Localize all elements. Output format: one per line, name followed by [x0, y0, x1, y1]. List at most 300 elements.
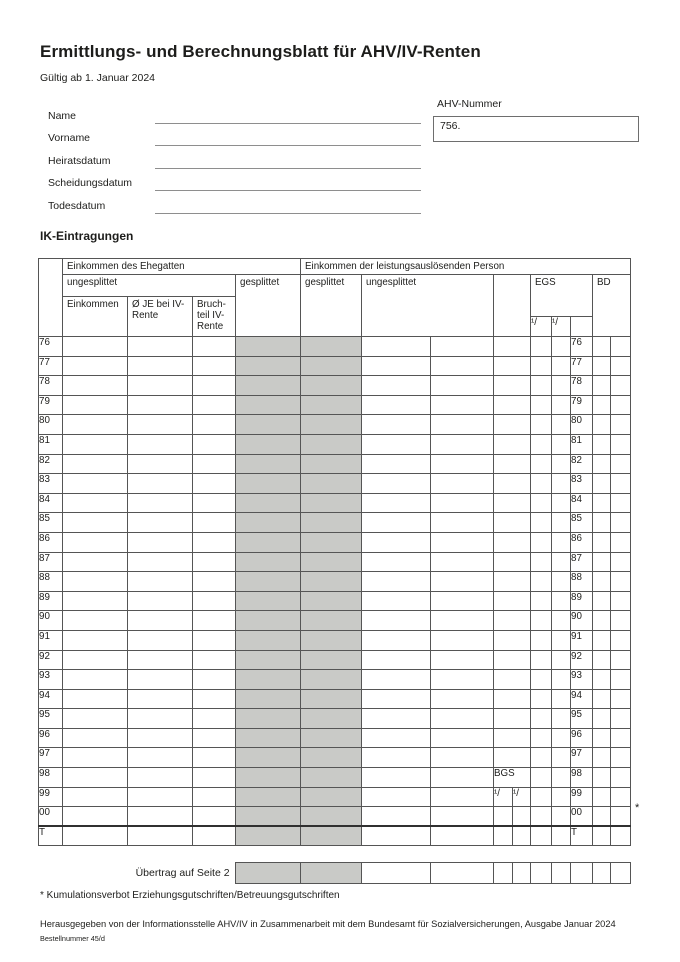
uebertrag-bd-cell-1[interactable]: [592, 863, 610, 884]
oje-cell[interactable]: [128, 787, 193, 807]
bd-cell-1[interactable]: [593, 591, 611, 611]
todesdatum-label: Todesdatum: [48, 199, 106, 212]
bruchteil-cell[interactable]: [193, 454, 236, 474]
oje-cell[interactable]: [128, 552, 193, 572]
vorname-input-line[interactable]: [155, 128, 421, 146]
oje-cell[interactable]: [128, 395, 193, 415]
egs-cell-2[interactable]: [552, 454, 571, 474]
ik-row-97: [39, 748, 631, 768]
ungesplittet-cell-1[interactable]: [362, 513, 431, 533]
oje-cell[interactable]: [128, 513, 193, 533]
ungesplittet-cell-1[interactable]: [362, 376, 431, 396]
gesplittet-spouse-cell: [236, 748, 301, 768]
egs-cell-1[interactable]: [531, 454, 552, 474]
bd-cell-2[interactable]: [611, 532, 631, 552]
gap-space: [494, 513, 531, 533]
todesdatum-input-line[interactable]: [155, 196, 421, 214]
egs-cell-2[interactable]: [552, 670, 571, 690]
ungesplittet-cell-1[interactable]: [362, 474, 431, 494]
egs-cell-2[interactable]: [552, 650, 571, 670]
gesplittet-person-cell: [301, 474, 362, 494]
bgs-cell-2[interactable]: [513, 807, 531, 827]
egs-cell-1[interactable]: [531, 337, 552, 357]
oje-cell[interactable]: [128, 493, 193, 513]
egs-cell-2[interactable]: [552, 611, 571, 631]
egs-cell-1[interactable]: [531, 591, 552, 611]
ungesplittet-cell-2[interactable]: [431, 552, 494, 572]
scheidungsdatum-label: Scheidungsdatum: [48, 177, 133, 189]
ungesplittet-cell-2[interactable]: [431, 709, 494, 729]
egs-cell-2[interactable]: [552, 807, 571, 827]
bruchteil-cell[interactable]: [193, 532, 236, 552]
bd-cell-1[interactable]: [593, 572, 611, 592]
bruchteil-cell[interactable]: [193, 787, 236, 807]
einkommen-cell[interactable]: [63, 787, 128, 807]
gap-space: [494, 454, 531, 474]
bd-cell-1[interactable]: [593, 513, 611, 533]
einkommen-cell[interactable]: [63, 728, 128, 748]
bd-cell-2[interactable]: [611, 356, 631, 376]
ungesplittet-cell-1[interactable]: [362, 454, 431, 474]
einkommen-cell[interactable]: [63, 513, 128, 533]
einkommen-cell[interactable]: [63, 376, 128, 396]
einkommen-cell[interactable]: [63, 572, 128, 592]
egs-cell-1[interactable]: [531, 670, 552, 690]
bd-cell-1[interactable]: [593, 532, 611, 552]
einkommen-cell[interactable]: [63, 768, 128, 788]
bd-cell-1[interactable]: [593, 787, 611, 807]
bd-cell-2[interactable]: [611, 415, 631, 435]
ungesplittet-cell-2[interactable]: [431, 474, 494, 494]
year-label-left: 84: [39, 493, 63, 513]
ik-table: [38, 258, 631, 846]
bruchteil-cell[interactable]: [193, 337, 236, 357]
year-label-right: 87: [571, 552, 593, 572]
gesplittet-person-cell: [301, 434, 362, 454]
egs-cell-2[interactable]: [552, 532, 571, 552]
gesplittet-spouse-cell: [236, 532, 301, 552]
bruchteil-cell[interactable]: [193, 415, 236, 435]
einkommen-cell[interactable]: [63, 709, 128, 729]
bd-cell-1[interactable]: [593, 454, 611, 474]
bruchteil-cell[interactable]: [193, 689, 236, 709]
bruchteil-cell[interactable]: [193, 630, 236, 650]
year-label-left: 95: [39, 709, 63, 729]
einkommen-cell[interactable]: [63, 454, 128, 474]
ungesplittet-cell-2[interactable]: [431, 356, 494, 376]
ungesplittet-cell-2[interactable]: [431, 768, 494, 788]
oje-cell[interactable]: [128, 376, 193, 396]
uebertrag-ungesplittet-cell-2[interactable]: [430, 863, 493, 884]
egs-cell-2[interactable]: [552, 748, 571, 768]
bd-cell-1[interactable]: [593, 807, 611, 827]
uebertrag-egs-cell-1[interactable]: [530, 863, 551, 884]
egs-cell-2[interactable]: [552, 337, 571, 357]
ungesplittet-cell-2[interactable]: [431, 434, 494, 454]
ungesplittet-cell-1[interactable]: [362, 709, 431, 729]
gesplittet-spouse-cell: [236, 689, 301, 709]
person-fields: [48, 101, 421, 214]
bd-cell-1[interactable]: [593, 709, 611, 729]
bd-cell-2[interactable]: [611, 689, 631, 709]
egs-cell-2[interactable]: [552, 474, 571, 494]
oje-cell[interactable]: [128, 630, 193, 650]
bd-cell-2[interactable]: [611, 513, 631, 533]
egs-cell-1[interactable]: [531, 434, 552, 454]
oje-cell[interactable]: [128, 689, 193, 709]
ik-row-77: [39, 356, 631, 376]
egs-cell-1[interactable]: [531, 807, 552, 827]
einkommen-cell[interactable]: [63, 532, 128, 552]
egs-cell-1[interactable]: [531, 728, 552, 748]
gesplittet-person-cell: [301, 826, 362, 846]
einkommen-cell[interactable]: [63, 474, 128, 494]
bd-cell-1[interactable]: [593, 630, 611, 650]
ungesplittet-cell-2[interactable]: [431, 728, 494, 748]
oje-cell[interactable]: [128, 728, 193, 748]
egs-cell-2[interactable]: [552, 689, 571, 709]
oje-cell[interactable]: [128, 532, 193, 552]
bd-cell-2[interactable]: [611, 748, 631, 768]
egs-header: EGS: [531, 275, 593, 317]
ungesplittet-cell-1[interactable]: [362, 552, 431, 572]
ungesplittet-cell-1[interactable]: [362, 611, 431, 631]
egs-cell-1[interactable]: [531, 376, 552, 396]
egs-cell-1[interactable]: [531, 415, 552, 435]
ungesplittet-cell-1[interactable]: [362, 591, 431, 611]
ungesplittet-cell-2[interactable]: [431, 532, 494, 552]
egs-cell-2[interactable]: [552, 709, 571, 729]
ungesplittet-cell-1[interactable]: [362, 826, 431, 846]
einkommen-cell[interactable]: [63, 650, 128, 670]
egs-cell-1[interactable]: [531, 787, 552, 807]
ik-row-98: [39, 768, 631, 788]
ungesplittet-cell-1[interactable]: [362, 532, 431, 552]
uebertrag-egs-cell-2[interactable]: [551, 863, 570, 884]
uebertrag-bgs-cell-2[interactable]: [512, 863, 530, 884]
egs-header-spacer: [571, 317, 593, 337]
bruchteil-cell[interactable]: [193, 611, 236, 631]
oje-cell[interactable]: [128, 709, 193, 729]
egs-cell-1[interactable]: [531, 395, 552, 415]
bd-cell-1[interactable]: [593, 748, 611, 768]
oje-cell[interactable]: [128, 572, 193, 592]
ungesplittet-cell-1[interactable]: [362, 689, 431, 709]
year-label-left: 83: [39, 474, 63, 494]
oje-cell[interactable]: [128, 591, 193, 611]
bd-cell-1[interactable]: [593, 434, 611, 454]
einkommen-cell[interactable]: [63, 689, 128, 709]
ungesplittet-cell-2[interactable]: [431, 395, 494, 415]
egs-cell-1[interactable]: [531, 611, 552, 631]
oje-cell[interactable]: [128, 807, 193, 827]
ungesplittet-cell-2[interactable]: [431, 650, 494, 670]
egs-cell-2[interactable]: [552, 826, 571, 846]
egs-fraction-header-1: ¹/: [531, 317, 552, 337]
egs-cell-2[interactable]: [552, 591, 571, 611]
bd-cell-1[interactable]: [593, 395, 611, 415]
egs-cell-2[interactable]: [552, 513, 571, 533]
bruchteil-cell[interactable]: [193, 434, 236, 454]
bd-cell-2[interactable]: [611, 493, 631, 513]
einkommen-cell[interactable]: [63, 493, 128, 513]
einkommen-cell[interactable]: [63, 434, 128, 454]
egs-cell-1[interactable]: [531, 689, 552, 709]
year-label-left: 81: [39, 434, 63, 454]
gesplittet-person-cell: [301, 572, 362, 592]
bd-cell-1[interactable]: [593, 493, 611, 513]
ungesplittet-cell-2[interactable]: [431, 807, 494, 827]
egs-cell-2[interactable]: [552, 493, 571, 513]
ungesplittet-cell-2[interactable]: [431, 689, 494, 709]
field-row-heiratsdatum: [48, 146, 421, 169]
bd-cell-2[interactable]: [611, 630, 631, 650]
ungesplittet-cell-1[interactable]: [362, 572, 431, 592]
bgs-cell-2[interactable]: [513, 826, 531, 846]
bruchteil-cell[interactable]: [193, 572, 236, 592]
bd-cell-2[interactable]: [611, 454, 631, 474]
bd-cell-1[interactable]: [593, 689, 611, 709]
bruchteil-cell[interactable]: [193, 807, 236, 827]
bruchteil-cell[interactable]: [193, 474, 236, 494]
egs-cell-2[interactable]: [552, 376, 571, 396]
bd-cell-2[interactable]: [611, 650, 631, 670]
ungesplittet-cell-1[interactable]: [362, 728, 431, 748]
year-label-left: 88: [39, 572, 63, 592]
egs-cell-1[interactable]: [531, 748, 552, 768]
oje-cell[interactable]: [128, 748, 193, 768]
egs-cell-1[interactable]: [531, 709, 552, 729]
uebertrag-ungesplittet-cell-1[interactable]: [361, 863, 430, 884]
bd-cell-2[interactable]: [611, 768, 631, 788]
bd-cell-2[interactable]: [611, 728, 631, 748]
gap-space: [494, 474, 531, 494]
oje-cell[interactable]: [128, 434, 193, 454]
ungesplittet-cell-1[interactable]: [362, 395, 431, 415]
bruchteil-cell[interactable]: [193, 709, 236, 729]
bd-cell-2[interactable]: [611, 572, 631, 592]
bgs-cell-1[interactable]: [494, 807, 513, 827]
oje-cell[interactable]: [128, 474, 193, 494]
egs-cell-2[interactable]: [552, 434, 571, 454]
bd-cell-1[interactable]: [593, 768, 611, 788]
heiratsdatum-input-line[interactable]: [155, 151, 421, 169]
egs-cell-1[interactable]: [531, 826, 552, 846]
ik-row-82: [39, 454, 631, 474]
gesplittet-person-cell: [301, 415, 362, 435]
ungesplittet-cell-1[interactable]: [362, 434, 431, 454]
oje-cell[interactable]: [128, 454, 193, 474]
bd-cell-2[interactable]: [611, 591, 631, 611]
oje-cell[interactable]: [128, 670, 193, 690]
egs-cell-1[interactable]: [531, 552, 552, 572]
ahv-number-label: AHV-Nummer: [437, 98, 502, 110]
egs-cell-2[interactable]: [552, 356, 571, 376]
ungesplittet-cell-2[interactable]: [431, 454, 494, 474]
bruchteil-cell[interactable]: [193, 768, 236, 788]
bruchteil-cell[interactable]: [193, 826, 236, 846]
bd-cell-2[interactable]: [611, 709, 631, 729]
bd-cell-2[interactable]: [611, 670, 631, 690]
ungesplittet-cell-1[interactable]: [362, 337, 431, 357]
bd-cell-2[interactable]: [611, 474, 631, 494]
bd-cell-1[interactable]: [593, 728, 611, 748]
einkommen-cell[interactable]: [63, 395, 128, 415]
bd-cell-1[interactable]: [593, 415, 611, 435]
gesplittet-person-cell: [301, 768, 362, 788]
egs-cell-1[interactable]: [531, 474, 552, 494]
egs-cell-2[interactable]: [552, 787, 571, 807]
ungesplittet-cell-2[interactable]: [431, 493, 494, 513]
name-input-line[interactable]: [155, 106, 421, 124]
bruchteil-cell[interactable]: [193, 748, 236, 768]
einkommen-cell[interactable]: [63, 748, 128, 768]
ungesplittet-cell-1[interactable]: [362, 650, 431, 670]
year-label-left: 93: [39, 670, 63, 690]
gap-space: [494, 709, 531, 729]
ungesplittet-cell-2[interactable]: [431, 826, 494, 846]
bruchteil-cell[interactable]: [193, 552, 236, 572]
einkommen-cell[interactable]: [63, 826, 128, 846]
egs-cell-2[interactable]: [552, 768, 571, 788]
bd-cell-1[interactable]: [593, 670, 611, 690]
ungesplittet-cell-2[interactable]: [431, 572, 494, 592]
oje-cell[interactable]: [128, 768, 193, 788]
ungesplittet-cell-2[interactable]: [431, 611, 494, 631]
ungesplittet-cell-2[interactable]: [431, 670, 494, 690]
bd-cell-2[interactable]: [611, 611, 631, 631]
egs-cell-2[interactable]: [552, 728, 571, 748]
einkommen-cell[interactable]: [63, 356, 128, 376]
egs-cell-1[interactable]: [531, 768, 552, 788]
ungesplittet-cell-1[interactable]: [362, 670, 431, 690]
bd-cell-2[interactable]: [611, 337, 631, 357]
bd-cell-2[interactable]: [611, 552, 631, 572]
bruchteil-cell[interactable]: [193, 650, 236, 670]
bd-cell-2[interactable]: [611, 826, 631, 846]
bruchteil-cell[interactable]: [193, 513, 236, 533]
ungesplittet-cell-1[interactable]: [362, 748, 431, 768]
ungesplittet-cell-1[interactable]: [362, 356, 431, 376]
ungesplittet-cell-1[interactable]: [362, 807, 431, 827]
bruchteil-cell[interactable]: [193, 591, 236, 611]
bd-cell-1[interactable]: [593, 650, 611, 670]
ungesplittet-cell-2[interactable]: [431, 787, 494, 807]
ungesplittet-cell-2[interactable]: [431, 748, 494, 768]
egs-cell-1[interactable]: [531, 650, 552, 670]
bd-cell-1[interactable]: [593, 356, 611, 376]
bruchteil-cell[interactable]: [193, 670, 236, 690]
bd-cell-2[interactable]: [611, 376, 631, 396]
ungesplittet-person-header: ungesplittet: [362, 275, 494, 337]
ungesplittet-cell-1[interactable]: [362, 415, 431, 435]
ungesplittet-cell-2[interactable]: [431, 337, 494, 357]
ungesplittet-cell-1[interactable]: [362, 768, 431, 788]
year-label-right: 76: [571, 337, 593, 357]
ahv-number-input[interactable]: [433, 116, 639, 142]
ungesplittet-cell-2[interactable]: [431, 415, 494, 435]
oje-cell[interactable]: [128, 650, 193, 670]
oje-cell[interactable]: [128, 826, 193, 846]
bd-cell-1[interactable]: [593, 611, 611, 631]
egs-cell-1[interactable]: [531, 493, 552, 513]
year-label-left: 80: [39, 415, 63, 435]
einkommen-cell[interactable]: [63, 670, 128, 690]
gesplittet-person-cell: [301, 356, 362, 376]
bd-cell-2[interactable]: [611, 434, 631, 454]
bd-cell-2[interactable]: [611, 395, 631, 415]
einkommen-cell[interactable]: [63, 415, 128, 435]
bruchteil-cell[interactable]: [193, 376, 236, 396]
oje-cell[interactable]: [128, 337, 193, 357]
oje-cell[interactable]: [128, 356, 193, 376]
bd-cell-1[interactable]: [593, 337, 611, 357]
year-label-right: 89: [571, 591, 593, 611]
ungesplittet-cell-1[interactable]: [362, 787, 431, 807]
einkommen-cell[interactable]: [63, 337, 128, 357]
ungesplittet-cell-1[interactable]: [362, 493, 431, 513]
uebertrag-year-cell[interactable]: [570, 863, 592, 884]
ahv-number-value: 756.: [440, 120, 461, 132]
uebertrag-bgs-cell-1[interactable]: [493, 863, 512, 884]
gesplittet-person-cell: [301, 748, 362, 768]
gesplittet-person-cell: [301, 513, 362, 533]
einkommen-cell[interactable]: [63, 591, 128, 611]
bd-cell-1[interactable]: [593, 474, 611, 494]
year-label-left: T: [39, 826, 63, 846]
einkommen-cell[interactable]: [63, 630, 128, 650]
scheidungsdatum-input-line[interactable]: [155, 173, 421, 191]
gap-space: [494, 611, 531, 631]
bruchteil-cell[interactable]: [193, 356, 236, 376]
ungesplittet-cell-1[interactable]: [362, 630, 431, 650]
ungesplittet-cell-2[interactable]: [431, 513, 494, 533]
egs-cell-2[interactable]: [552, 572, 571, 592]
egs-cell-2[interactable]: [552, 630, 571, 650]
oje-cell[interactable]: [128, 611, 193, 631]
bd-cell-2[interactable]: [611, 807, 631, 827]
ungesplittet-cell-2[interactable]: [431, 591, 494, 611]
bruchteil-cell[interactable]: [193, 493, 236, 513]
gesplittet-spouse-cell: [236, 572, 301, 592]
ungesplittet-cell-2[interactable]: [431, 376, 494, 396]
egs-cell-2[interactable]: [552, 395, 571, 415]
egs-cell-1[interactable]: [531, 532, 552, 552]
egs-cell-1[interactable]: [531, 513, 552, 533]
oje-iv-rente-subheader: Ø JE bei IV-Rente: [128, 297, 193, 337]
bruchteil-cell[interactable]: [193, 728, 236, 748]
egs-cell-2[interactable]: [552, 552, 571, 572]
oje-cell[interactable]: [128, 415, 193, 435]
egs-cell-2[interactable]: [552, 415, 571, 435]
bd-cell-1[interactable]: [593, 552, 611, 572]
egs-cell-1[interactable]: [531, 356, 552, 376]
einkommen-cell[interactable]: [63, 807, 128, 827]
bgs-cell-1[interactable]: [494, 826, 513, 846]
einkommen-cell[interactable]: [63, 552, 128, 572]
ungesplittet-cell-2[interactable]: [431, 630, 494, 650]
einkommen-cell[interactable]: [63, 611, 128, 631]
uebertrag-bd-cell-2[interactable]: [610, 863, 630, 884]
person-income-header: Einkommen der leistungsauslösenden Person: [301, 259, 631, 275]
bd-cell-2[interactable]: [611, 787, 631, 807]
egs-cell-1[interactable]: [531, 572, 552, 592]
egs-cell-1[interactable]: [531, 630, 552, 650]
bd-cell-1[interactable]: [593, 376, 611, 396]
bd-cell-1[interactable]: [593, 826, 611, 846]
bruchteil-cell[interactable]: [193, 395, 236, 415]
year-label-right: 95: [571, 709, 593, 729]
